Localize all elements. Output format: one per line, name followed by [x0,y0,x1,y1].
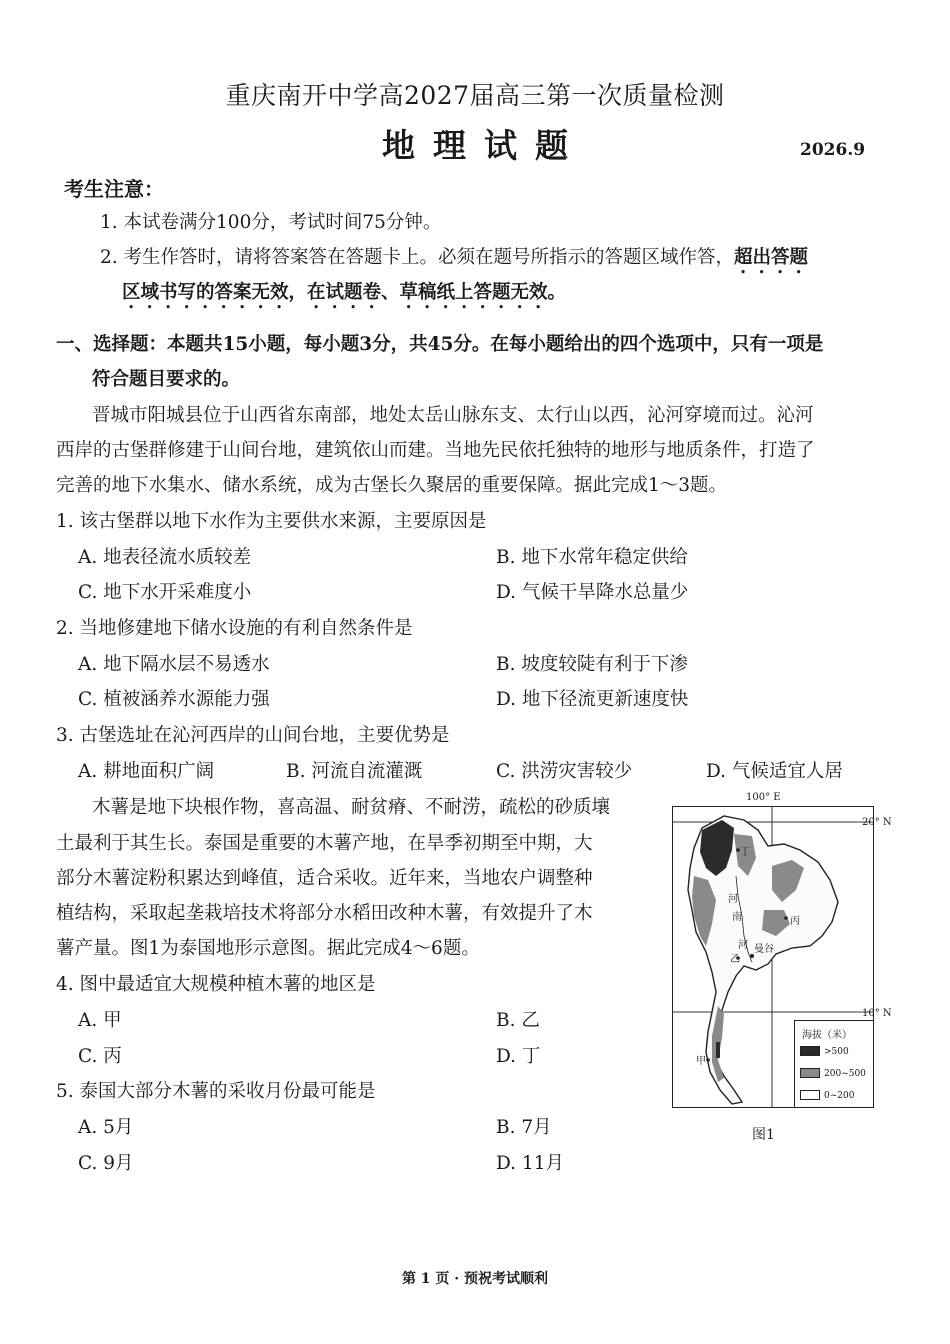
passage2-line: 植结构，采取起垄栽培技术将部分水稻田改种木薯，有效提升了木 [56,903,593,924]
question-1-stem: 1. 该古堡群以地下水作为主要供水来源，主要原因是 [56,511,487,532]
passage1-line: 西岸的古堡群修建于山间台地，建筑依山而建。当地先民依托独特的地形与地质条件，打造了 [56,440,815,461]
notice-title: 考生注意： [64,177,164,201]
passage2-line: 土最利于其生长。泰国是重要的木薯产地，在旱季初期至中期，大 [56,833,593,854]
map-label-bing: 丙 [790,916,800,927]
map-label-he: 河 [728,894,738,905]
terrain-peninsula-high [716,1042,720,1058]
q5-option-a: A. 5月 [78,1117,134,1138]
passage1-line: 完善的地下水集水、储水系统，成为古堡长久聚居的重要保障。据此完成1～3题。 [56,475,728,496]
notice-item-1: 1. 本试卷满分100分，考试时间75分钟。 [100,212,442,233]
passage2-line: 薯产量。图1为泰国地形示意图。据此完成4～6题。 [56,938,480,959]
legend-swatch-low [800,1090,820,1100]
q3-option-a: A. 耕地面积广阔 [78,761,215,782]
q1-option-c: C. 地下水开采难度小 [78,582,252,603]
passage2-line: 木薯是地下块根作物，喜高温、耐贫瘠、不耐涝，疏松的砂质壤 [92,797,611,818]
map-label-yi: 乙 [730,954,740,965]
q1-option-b: B. 地下水常年稳定供给 [496,547,688,568]
legend-label-low: 0~200 [824,1091,855,1101]
notice-item-2-emphasis-cont: 区域书写的答案无效，在试题卷、草稿纸上答题无效。 [122,282,567,303]
page-footer: 第 1 页 · 预祝考试顺利 [401,1271,549,1287]
q2-option-d: D. 地下径流更新速度快 [496,689,689,710]
exam-title: 重庆南开中学高2027届高三第一次质量检测 [225,81,725,110]
q3-option-d: D. 气候适宜人居 [706,761,843,782]
figure-caption: 图1 [752,1127,775,1143]
legend-title: 海拔（米） [802,1030,852,1041]
bing-marker [784,916,788,920]
jia-marker [706,1058,710,1062]
legend-swatch-mid [800,1068,820,1078]
q5-option-d: D. 11月 [496,1153,564,1174]
q2-option-c: C. 植被涵养水源能力强 [78,689,270,710]
q1-option-d: D. 气候干旱降水总量少 [496,582,689,603]
q5-option-c: C. 9月 [78,1153,134,1174]
map-label-nan: 南 [732,912,742,923]
question-2-stem: 2. 当地修建地下储水设施的有利自然条件是 [56,618,413,639]
q1-option-a: A. 地表径流水质较差 [78,547,252,568]
passage1-line: 晋城市阳城县位于山西省东南部，地处太岳山脉东支、太行山以西，沁河穿境而过。沁河 [92,405,814,426]
notice-item-2-emphasis: 超出答题 [734,247,809,268]
q3-option-b: B. 河流自流灌溉 [286,761,423,782]
legend-label-mid: 200~500 [824,1069,866,1079]
question-3-stem: 3. 古堡选址在沁河西岸的山间台地，主要优势是 [56,725,450,746]
latitude-20-label: 20° N [862,817,892,828]
map-label-jia: 甲 [696,1056,706,1067]
map-label-ding: 丁 [740,847,750,858]
legend-swatch-high [800,1046,820,1056]
q4-option-a: A. 甲 [78,1010,122,1031]
map-label-bangkok: 曼谷 [754,944,774,955]
section-heading-cont: 符合题目要求的。 [92,369,241,390]
question-5-stem: 5. 泰国大部分木薯的采收月份最可能是 [56,1081,376,1102]
q3-option-c: C. 洪涝灾害较少 [496,761,633,782]
notice-item-2 [100,243,808,278]
q2-option-b: B. 坡度较陡有利于下渗 [496,654,688,675]
latitude-10-label: 10° N [862,1008,892,1019]
question-4-stem: 4. 图中最适宜大规模种植木薯的地区是 [56,974,376,995]
q4-option-b: B. 乙 [496,1010,540,1031]
legend-label-high: >500 [824,1047,849,1057]
exam-date: 2026.9 [800,140,866,160]
q4-option-d: D. 丁 [496,1046,541,1067]
map-label-he2: 河 [738,940,748,951]
subject-title: 地理试题 [382,126,586,165]
section-heading: 一、选择题：本题共15小题，每小题3分，共45分。在每小题给出的四个选项中，只有一项是 [56,334,824,355]
longitude-label: 100° E [746,792,781,803]
notice-item-2-text: 2. 考生作答时，请将答案答在答题卡上。必须在题号所指示的答题区域作答， [100,247,735,268]
passage2-line: 部分木薯淀粉积累达到峰值，适合采收。近年来，当地农户调整种 [56,868,593,889]
q5-option-b: B. 7月 [496,1117,552,1138]
q2-option-a: A. 地下隔水层不易透水 [78,654,270,675]
q4-option-c: C. 丙 [78,1046,122,1067]
